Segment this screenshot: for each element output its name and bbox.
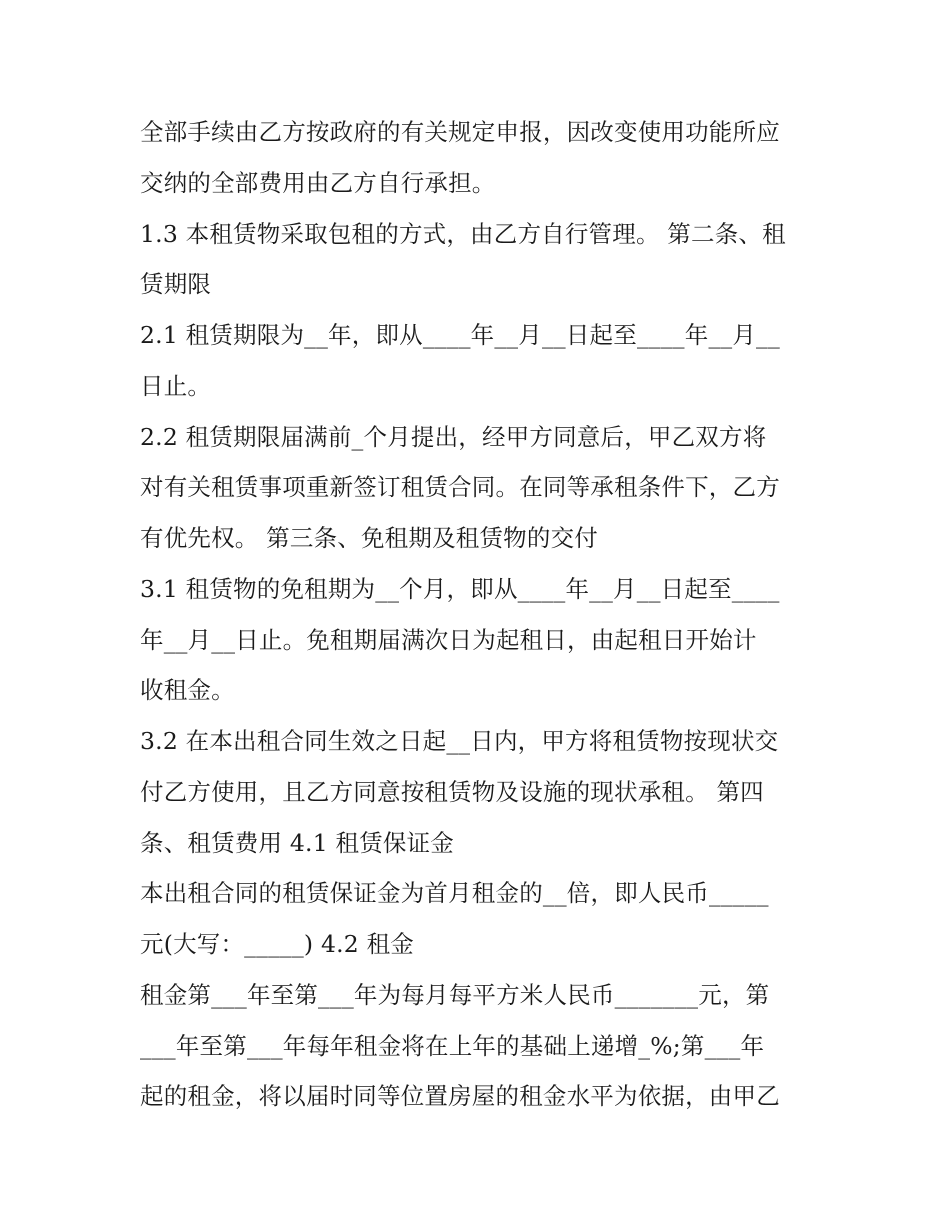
text-line: 起的租金，将以届时同等位置房屋的租金水平为依据，由甲乙 — [140, 1082, 780, 1111]
text-line: 赁期限 — [140, 270, 212, 299]
text-line: 1.3 本租赁物采取包租的方式，由乙方自行管理。 第二条、租 — [140, 219, 786, 248]
text-line: 有优先权。 第三条、免租期及租赁物的交付 — [140, 524, 598, 552]
text-line: 本出租合同的租赁保证金为首月租金的__倍，即人民币_____ — [140, 879, 769, 908]
text-line: 2.1 租赁期限为__年，即从____年__月__日起至____年__月__ — [140, 321, 780, 349]
text-line: 对有关租赁事项重新签订租赁合同。在同等承租条件下，乙方 — [140, 473, 780, 502]
text-line: 条、租赁费用 4.1 租赁保证金 — [140, 828, 455, 857]
text-line: 3.2 在本出租合同生效之日起__日内，甲方将租赁物按现状交 — [140, 727, 779, 755]
text-line: 收租金。 — [140, 676, 235, 705]
text-line: 租金第___年至第___年为每月每平方米人民币_______元，第 — [140, 980, 770, 1009]
text-line: 日止。 — [140, 371, 212, 400]
text-line: 2.2 租赁期限届满前_个月提出，经甲方同意后，甲乙双方将 — [140, 422, 767, 451]
text-line: ___年至第___年每年租金将在上年的基础上递增_%;第___年 — [140, 1031, 765, 1060]
text-line: 交纳的全部费用由乙方自行承担。 — [140, 168, 496, 197]
text-line: 3.1 租赁物的免租期为__个月，即从____年__月__日起至____ — [140, 574, 780, 603]
text-line: 年__月__日止。免租期届满次日为起租日，由起租日开始计 — [140, 625, 757, 654]
contract-text — [140, 107, 830, 1122]
text-line: 元(大写：_____) 4.2 租金 — [140, 930, 414, 958]
text-line: 付乙方使用，且乙方同意按租赁物及设施的现状承租。 第四 — [140, 777, 764, 806]
text-line: 全部手续由乙方按政府的有关规定申报，因改变使用功能所应 — [140, 118, 780, 146]
